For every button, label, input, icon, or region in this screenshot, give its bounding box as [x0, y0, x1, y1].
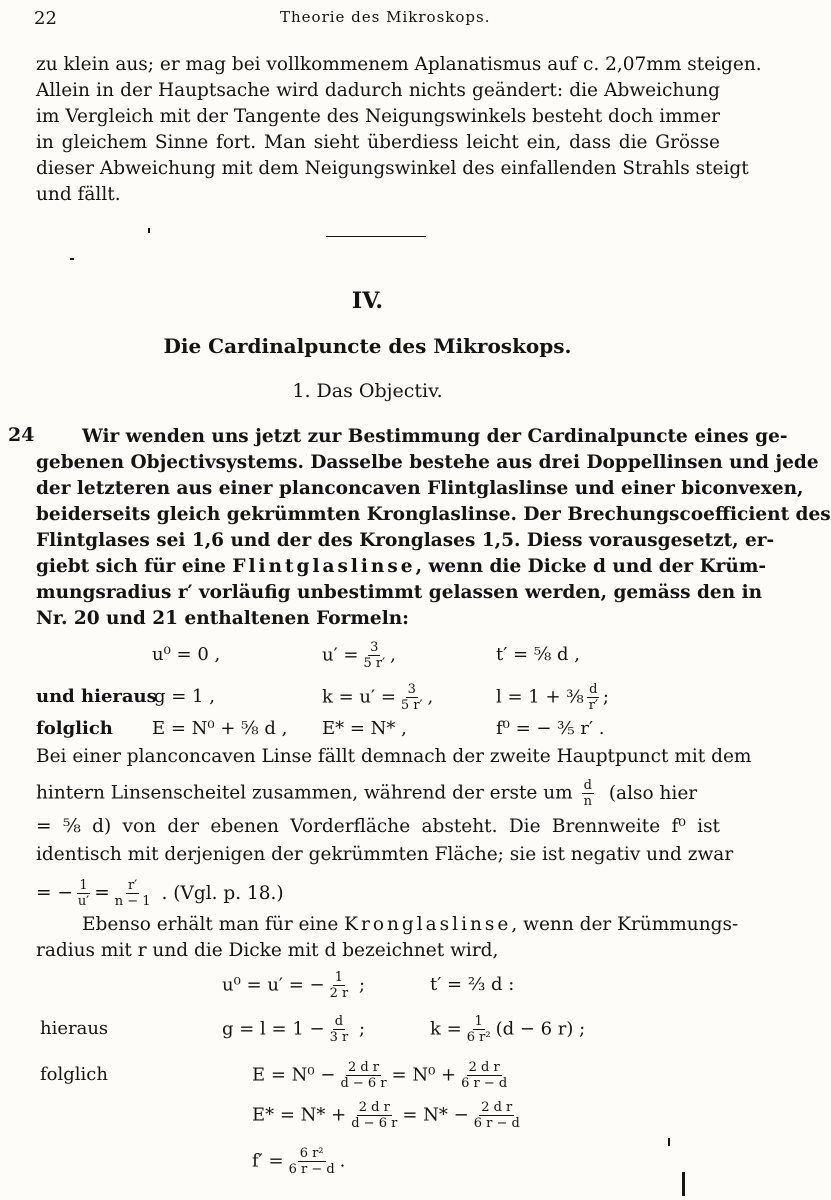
body-line: radius mit r und die Dicke mit d bezeichnet wird, [36, 940, 499, 961]
text: giebt sich für eine [36, 556, 226, 577]
body-line: im Vergleich mit der Tangente des Neigungswinkels besteht doch immer [36, 106, 720, 127]
equation: f′ = $\frac{\text{6 r²}}{6 r - d}$ . [252, 1146, 346, 1177]
section-title: Die Cardinalpuncte des Mikroskops. [163, 334, 572, 358]
body-line: Bei einer planconcaven Linse fällt demnach der zweite Hauptpunct mit dem [36, 746, 752, 767]
body-line: beiderseits gleich gekrümmten Kronglaslinse. Der Brechungscoefficient des [36, 504, 831, 525]
body-line: = − $\frac{1}{u'}$ = $\frac{r'}{n - 1}$ . (Vgl. p. 18.) [36, 878, 284, 909]
equation-label: folglich [40, 1064, 108, 1085]
margin-mark [682, 1172, 685, 1196]
equation: E = N⁰ − $\frac{\text{2 d r}}{d - 6 r}$ = N⁰ + $\frac{\text{2 d r}}{6 r - d}$ [252, 1060, 508, 1091]
equation: u⁰ = 0 , [152, 644, 221, 665]
equation-label: folglich [36, 718, 113, 739]
ink-speck [70, 258, 74, 260]
equation: k = $\frac{1}{\text{6 r²}}$ (d − 6 r) ; [430, 1014, 586, 1045]
body-line: gebenen Objectivsystems. Dasselbe bestehe aus drei Doppellinsen und jede [36, 452, 819, 473]
body-line: Nr. 20 und 21 enthaltenen Formeln: [36, 608, 410, 629]
body-line: Ebenso erhält man für eine Kronglaslinse, wenn der Krümmungs- [82, 914, 739, 935]
equation-label: hieraus [40, 1018, 109, 1039]
equation: u⁰ = u′ = − $\frac{1}{2 r}$ ; [222, 970, 366, 1001]
equation: E* = N* + $\frac{\text{2 d r}}{d - 6 r}$ = N* − $\frac{\text{2 d r}}{6 r - d}$ [252, 1100, 520, 1131]
section-subtitle: 1. Das Objectiv. [292, 380, 443, 402]
page-number: 22 [34, 8, 57, 29]
body-line: dieser Abweichung mit dem Neigungswinkel des einfallenden Strahls steigt [36, 158, 749, 179]
body-line: und fällt. [36, 184, 121, 205]
body-line: identisch mit derjenigen der gekrümmten Fläche; sie ist negativ und zwar [36, 844, 734, 865]
body-line: Allein in der Hauptsache wird dadurch nichts geändert: die Abweichung [36, 80, 720, 101]
emphasis-term: Flintglaslinse [232, 556, 416, 577]
body-line: hintern Linsenscheitel zusammen, während der erste um $\frac{d}{n}$ (also hier [36, 778, 698, 809]
equation: u′ = $\frac{3}{5 r'}$ , [322, 640, 396, 671]
equation: f⁰ = − ⅗ r′ . [496, 718, 605, 739]
body-line: Flintglases sei 1,6 und der des Kronglases 1,5. Diess vorausgesetzt, er- [36, 530, 775, 551]
body-line: zu klein aus; er mag bei vollkommenem Aplanatismus auf c. 2,07mm steigen. [36, 54, 762, 75]
body-line: in gleichem Sinne fort. Man sieht überdiess leicht ein, dass die Grösse [36, 132, 720, 153]
equation: E* = N* , [322, 718, 407, 739]
running-title: Theorie des Mikroskops. [280, 8, 491, 26]
equation: t′ = ⅝ d , [496, 644, 580, 665]
equation: l = 1 + ⅜ $\frac{d}{r'}$ ; [496, 682, 609, 713]
body-line: Wir wenden uns jetzt zur Bestimmung der Cardinalpuncte eines ge- [82, 426, 788, 447]
paragraph-number: 24 [8, 424, 35, 446]
equation-label: und hieraus [36, 686, 157, 707]
section-divider [326, 236, 426, 237]
body-line: der letzteren aus einer planconcaven Flintglaslinse und einer biconvexen, [36, 478, 804, 499]
equation: t′ = ⅔ d : [430, 974, 515, 995]
equation: g = l = 1 − $\frac{d}{3 r}$ ; [222, 1014, 366, 1045]
ink-speck [148, 228, 150, 233]
body-line: = ⅝ d) von der ebenen Vorderfläche absteht. Die Brennweite f⁰ ist [36, 816, 720, 837]
body-line: mungsradius r′ vorläufig unbestimmt gelassen werden, gemäss den in [36, 582, 763, 603]
equation: g = 1 , [154, 686, 215, 707]
equation: k = u′ = $\frac{3}{5 r'}$ , [322, 682, 434, 713]
text: , wenn die Dicke d und der Krüm- [415, 556, 767, 577]
equation: E = N⁰ + ⅝ d , [152, 718, 288, 739]
body-line [36, 554, 767, 580]
section-number: IV. [351, 288, 384, 314]
emphasis-term: Kronglaslinse [344, 914, 512, 935]
margin-mark [668, 1138, 670, 1146]
